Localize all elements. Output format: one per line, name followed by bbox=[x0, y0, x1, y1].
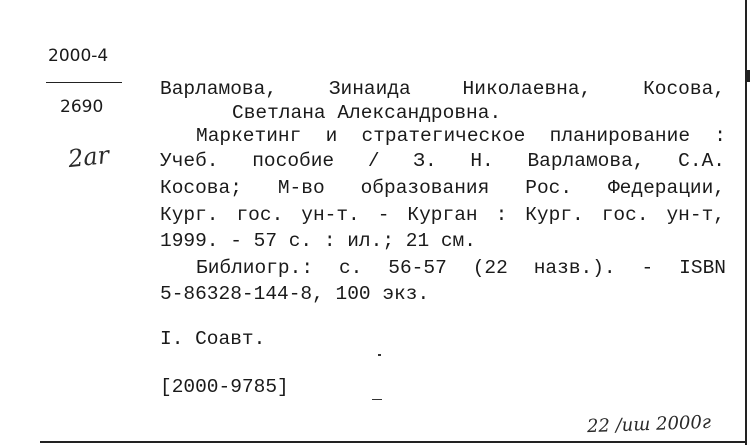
entry-publisher-line: Кург. гос. ун-т. - Курган : Кург. гос. ун-т, bbox=[160, 204, 725, 226]
entry-title-line: Маркетинг и стратегическое планирование : bbox=[196, 125, 726, 147]
card-right-border bbox=[745, 0, 747, 445]
entry-bibliography-note: Библиогр.: с. 56-57 (22 назв.). - ISBN bbox=[196, 257, 726, 279]
entry-responsibility-line: Учеб. пособие / З. Н. Варламова, С.А. bbox=[160, 150, 725, 172]
card-speck bbox=[372, 399, 382, 400]
handwritten-mark: 2ar bbox=[66, 140, 111, 174]
card-speck bbox=[378, 354, 381, 356]
entry-organization-line: Косова; М-во образования Рос. Федерации, bbox=[160, 177, 725, 199]
entry-tracing: I. Соавт. bbox=[160, 328, 266, 350]
handwritten-date: 22 /иш 2000г bbox=[586, 411, 712, 438]
entry-author-line: Варламова, Зинаида Николаевна, Косова, bbox=[160, 78, 725, 100]
entry-author-continuation: Светлана Александровна. bbox=[232, 102, 502, 124]
card-bottom-border bbox=[40, 441, 747, 443]
entry-physical-description: 1999. - 57 с. : ил.; 21 см. bbox=[160, 230, 476, 252]
entry-isbn-line: 5-86328-144-8, 100 экз. bbox=[160, 283, 430, 305]
classification-number: 2000-4 bbox=[48, 46, 109, 66]
author-mark: 2690 bbox=[60, 97, 104, 117]
classification-divider bbox=[46, 82, 122, 83]
entry-record-number: [2000-9785] bbox=[160, 376, 289, 398]
